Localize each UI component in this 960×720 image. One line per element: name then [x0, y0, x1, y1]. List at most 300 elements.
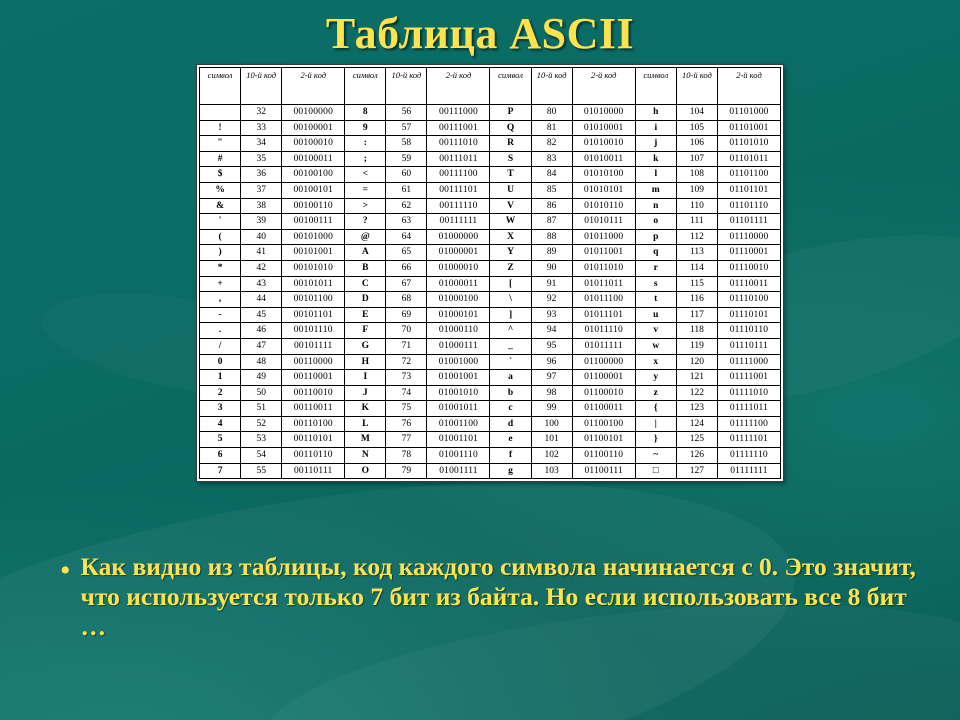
table-cell: 71 [386, 338, 427, 354]
table-cell: 38 [241, 198, 282, 214]
table-cell: 92 [531, 292, 572, 308]
table-cell: 01111100 [717, 416, 780, 432]
table-cell: 00110011 [282, 401, 345, 417]
table-cell: L [345, 416, 386, 432]
table-row [200, 229, 781, 245]
table-cell: 111 [676, 214, 717, 230]
table-cell: 39 [241, 214, 282, 230]
table-header-cell: символ [635, 68, 676, 105]
table-cell: 01010001 [572, 120, 635, 136]
table-cell: T [490, 167, 531, 183]
table-cell: 9 [345, 120, 386, 136]
table-cell: 01001111 [427, 463, 490, 479]
table-cell: - [200, 307, 241, 323]
table-cell: 75 [386, 401, 427, 417]
table-cell: 117 [676, 307, 717, 323]
table-cell: K [345, 401, 386, 417]
table-cell: 00110110 [282, 448, 345, 464]
table-cell: 1 [200, 370, 241, 386]
table-cell: 107 [676, 151, 717, 167]
table-cell: 69 [386, 307, 427, 323]
table-cell: 01100110 [572, 448, 635, 464]
table-cell: 66 [386, 260, 427, 276]
table-cell: 85 [531, 182, 572, 198]
table-cell: 00111100 [427, 167, 490, 183]
table-cell: 01011001 [572, 245, 635, 261]
table-cell: 119 [676, 338, 717, 354]
table-cell: 01011000 [572, 229, 635, 245]
table-cell: 33 [241, 120, 282, 136]
table-cell: 98 [531, 385, 572, 401]
table-row [200, 401, 781, 417]
table-row [200, 416, 781, 432]
table-cell: 4 [200, 416, 241, 432]
table-cell: 127 [676, 463, 717, 479]
table-row [200, 198, 781, 214]
table-row [200, 136, 781, 152]
table-cell: h [635, 105, 676, 121]
table-cell: 52 [241, 416, 282, 432]
table-cell: 01110111 [717, 338, 780, 354]
table-cell: 01001110 [427, 448, 490, 464]
table-cell: X [490, 229, 531, 245]
table-cell: 8 [345, 105, 386, 121]
table-header-cell: 10-й код [241, 68, 282, 105]
table-row [200, 120, 781, 136]
table-cell: w [635, 338, 676, 354]
table-cell: k [635, 151, 676, 167]
table-cell: 01000011 [427, 276, 490, 292]
table-header-cell: 2-й код [427, 68, 490, 105]
table-row [200, 214, 781, 230]
table-cell: * [200, 260, 241, 276]
table-cell: 37 [241, 182, 282, 198]
table-cell: / [200, 338, 241, 354]
table-cell: 53 [241, 432, 282, 448]
table-cell: g [490, 463, 531, 479]
table-cell: 58 [386, 136, 427, 152]
table-cell: 110 [676, 198, 717, 214]
table-cell: 67 [386, 276, 427, 292]
ascii-table-container [196, 64, 784, 482]
table-cell: p [635, 229, 676, 245]
bullet-marker: • [60, 554, 71, 587]
table-cell: Y [490, 245, 531, 261]
table-cell: 36 [241, 167, 282, 183]
ascii-table-body [200, 105, 781, 479]
table-cell: 01010111 [572, 214, 635, 230]
table-cell: 00111010 [427, 136, 490, 152]
table-cell: 01011101 [572, 307, 635, 323]
table-cell: 122 [676, 385, 717, 401]
table-cell: 00101011 [282, 276, 345, 292]
table-cell: 96 [531, 354, 572, 370]
table-cell: 84 [531, 167, 572, 183]
table-cell: 00110010 [282, 385, 345, 401]
table-cell: d [490, 416, 531, 432]
table-cell [200, 105, 241, 121]
table-cell: z [635, 385, 676, 401]
table-cell: 01010101 [572, 182, 635, 198]
table-cell: 01110000 [717, 229, 780, 245]
table-header-cell: 2-й код [282, 68, 345, 105]
table-cell: 01000000 [427, 229, 490, 245]
table-cell: 89 [531, 245, 572, 261]
table-cell: R [490, 136, 531, 152]
table-cell: 91 [531, 276, 572, 292]
table-cell: 01101001 [717, 120, 780, 136]
table-cell: & [200, 198, 241, 214]
table-cell: 00111110 [427, 198, 490, 214]
table-cell: 01010010 [572, 136, 635, 152]
table-cell: % [200, 182, 241, 198]
table-cell: 00111101 [427, 182, 490, 198]
table-cell: 43 [241, 276, 282, 292]
table-cell: 00100111 [282, 214, 345, 230]
table-cell: 01101101 [717, 182, 780, 198]
table-cell: 00100000 [282, 105, 345, 121]
table-cell: 82 [531, 136, 572, 152]
table-cell: 01110101 [717, 307, 780, 323]
bullet-paragraph [60, 552, 920, 642]
table-cell: 2 [200, 385, 241, 401]
table-header-cell: 2-й код [717, 68, 780, 105]
table-cell: 01110110 [717, 323, 780, 339]
table-cell: ? [345, 214, 386, 230]
table-cell: ~ [635, 448, 676, 464]
table-cell: 00101010 [282, 260, 345, 276]
table-row [200, 276, 781, 292]
table-cell: m [635, 182, 676, 198]
table-cell: H [345, 354, 386, 370]
table-cell: 7 [200, 463, 241, 479]
ascii-table-head [200, 68, 781, 105]
table-cell: q [635, 245, 676, 261]
table-cell: M [345, 432, 386, 448]
table-cell: 01010011 [572, 151, 635, 167]
table-cell: B [345, 260, 386, 276]
table-cell: 01101010 [717, 136, 780, 152]
table-row [200, 338, 781, 354]
table-cell: 01100010 [572, 385, 635, 401]
table-cell: 81 [531, 120, 572, 136]
table-cell: 01110011 [717, 276, 780, 292]
table-cell: 01111000 [717, 354, 780, 370]
table-cell: \ [490, 292, 531, 308]
table-cell: @ [345, 229, 386, 245]
table-cell: 90 [531, 260, 572, 276]
table-cell: 01000100 [427, 292, 490, 308]
table-cell: 01100111 [572, 463, 635, 479]
table-cell: 73 [386, 370, 427, 386]
table-cell: 01001100 [427, 416, 490, 432]
table-cell: i [635, 120, 676, 136]
table-cell: 104 [676, 105, 717, 121]
table-cell: 94 [531, 323, 572, 339]
table-cell: I [345, 370, 386, 386]
table-cell: 126 [676, 448, 717, 464]
table-cell: r [635, 260, 676, 276]
table-row [200, 463, 781, 479]
table-cell: A [345, 245, 386, 261]
table-cell: ( [200, 229, 241, 245]
table-cell: 01011010 [572, 260, 635, 276]
table-cell: , [200, 292, 241, 308]
table-cell: [ [490, 276, 531, 292]
table-cell: 46 [241, 323, 282, 339]
table-cell: 01010110 [572, 198, 635, 214]
table-cell: 54 [241, 448, 282, 464]
table-row [200, 245, 781, 261]
table-cell: 109 [676, 182, 717, 198]
table-cell: 01000101 [427, 307, 490, 323]
table-cell: 34 [241, 136, 282, 152]
table-header-cell: 2-й код [572, 68, 635, 105]
table-cell: 100 [531, 416, 572, 432]
table-cell: ] [490, 307, 531, 323]
table-cell: O [345, 463, 386, 479]
table-cell: 41 [241, 245, 282, 261]
table-cell: 01111111 [717, 463, 780, 479]
table-cell: ! [200, 120, 241, 136]
bullet-text: Как видно из таблицы, код каждого символа начинается с 0. Это значит, что используется только 7 бит из байта. Но если использовать все 8 бит … [80, 552, 916, 641]
table-cell: 40 [241, 229, 282, 245]
table-cell: 0 [200, 354, 241, 370]
table-cell: 01010000 [572, 105, 635, 121]
table-cell: 01110001 [717, 245, 780, 261]
table-cell: 01100011 [572, 401, 635, 417]
table-cell: 93 [531, 307, 572, 323]
table-cell: 65 [386, 245, 427, 261]
table-cell: ' [200, 214, 241, 230]
table-cell: e [490, 432, 531, 448]
table-cell: 00100101 [282, 182, 345, 198]
table-header-row [200, 68, 781, 105]
table-cell: G [345, 338, 386, 354]
table-cell: 00101101 [282, 307, 345, 323]
table-cell: 35 [241, 151, 282, 167]
table-cell: = [345, 182, 386, 198]
table-cell: 63 [386, 214, 427, 230]
table-cell: 68 [386, 292, 427, 308]
table-row [200, 151, 781, 167]
table-cell: c [490, 401, 531, 417]
table-cell: 00110000 [282, 354, 345, 370]
table-cell: 01111010 [717, 385, 780, 401]
table-cell: t [635, 292, 676, 308]
table-cell: J [345, 385, 386, 401]
table-cell: 01111001 [717, 370, 780, 386]
table-cell: 102 [531, 448, 572, 464]
table-cell: 00101000 [282, 229, 345, 245]
table-cell: 00100010 [282, 136, 345, 152]
table-cell: 00101110 [282, 323, 345, 339]
table-row [200, 354, 781, 370]
table-cell: N [345, 448, 386, 464]
table-cell: ^ [490, 323, 531, 339]
table-cell: 64 [386, 229, 427, 245]
table-cell: 01000110 [427, 323, 490, 339]
table-cell: 01110010 [717, 260, 780, 276]
table-cell: 3 [200, 401, 241, 417]
table-cell: l [635, 167, 676, 183]
table-cell: 01011111 [572, 338, 635, 354]
table-cell: V [490, 198, 531, 214]
table-cell: 113 [676, 245, 717, 261]
table-cell: s [635, 276, 676, 292]
table-cell: > [345, 198, 386, 214]
table-cell: 01010100 [572, 167, 635, 183]
table-cell: 103 [531, 463, 572, 479]
table-cell: 114 [676, 260, 717, 276]
table-cell: $ [200, 167, 241, 183]
table-header-cell: 10-й код [531, 68, 572, 105]
table-cell: 105 [676, 120, 717, 136]
table-cell: 01011100 [572, 292, 635, 308]
table-cell: E [345, 307, 386, 323]
table-cell: 108 [676, 167, 717, 183]
table-cell: 01110100 [717, 292, 780, 308]
table-cell: 00110001 [282, 370, 345, 386]
table-row [200, 105, 781, 121]
table-cell: 95 [531, 338, 572, 354]
table-cell: 00110100 [282, 416, 345, 432]
table-cell: 00100001 [282, 120, 345, 136]
table-cell: 86 [531, 198, 572, 214]
table-cell: D [345, 292, 386, 308]
table-cell: 00100011 [282, 151, 345, 167]
table-cell: 72 [386, 354, 427, 370]
table-cell: 32 [241, 105, 282, 121]
table-cell: 01000111 [427, 338, 490, 354]
table-cell: 51 [241, 401, 282, 417]
table-cell: 99 [531, 401, 572, 417]
table-row [200, 448, 781, 464]
table-cell: 01011011 [572, 276, 635, 292]
table-cell: 5 [200, 432, 241, 448]
table-row [200, 292, 781, 308]
table-header-cell: символ [490, 68, 531, 105]
table-cell: b [490, 385, 531, 401]
table-row [200, 260, 781, 276]
table-cell: < [345, 167, 386, 183]
table-cell: 00111011 [427, 151, 490, 167]
table-cell: 121 [676, 370, 717, 386]
table-row [200, 182, 781, 198]
table-cell: ) [200, 245, 241, 261]
table-cell: # [200, 151, 241, 167]
table-row [200, 385, 781, 401]
table-cell: 76 [386, 416, 427, 432]
table-cell: 80 [531, 105, 572, 121]
table-cell: j [635, 136, 676, 152]
table-cell: 00110111 [282, 463, 345, 479]
table-cell: 56 [386, 105, 427, 121]
table-cell: 44 [241, 292, 282, 308]
table-cell: 01100100 [572, 416, 635, 432]
table-cell: 01100000 [572, 354, 635, 370]
table-cell: 124 [676, 416, 717, 432]
table-cell: 78 [386, 448, 427, 464]
table-header-cell: 10-й код [386, 68, 427, 105]
table-cell: 74 [386, 385, 427, 401]
table-cell: : [345, 136, 386, 152]
table-cell: 61 [386, 182, 427, 198]
table-cell: 123 [676, 401, 717, 417]
table-cell: F [345, 323, 386, 339]
table-cell: 62 [386, 198, 427, 214]
table-row [200, 370, 781, 386]
table-cell: 00100110 [282, 198, 345, 214]
table-cell: 01101111 [717, 214, 780, 230]
table-cell: 55 [241, 463, 282, 479]
table-cell: 106 [676, 136, 717, 152]
table-cell: 00101001 [282, 245, 345, 261]
table-cell: □ [635, 463, 676, 479]
table-cell: 125 [676, 432, 717, 448]
table-cell: 01001010 [427, 385, 490, 401]
table-cell: v [635, 323, 676, 339]
table-cell: 01100001 [572, 370, 635, 386]
table-header-cell: символ [200, 68, 241, 105]
table-cell: x [635, 354, 676, 370]
table-cell: 120 [676, 354, 717, 370]
table-cell: + [200, 276, 241, 292]
table-cell: y [635, 370, 676, 386]
table-cell: 01100101 [572, 432, 635, 448]
table-cell: n [635, 198, 676, 214]
table-cell: 60 [386, 167, 427, 183]
table-cell: { [635, 401, 676, 417]
table-cell: Z [490, 260, 531, 276]
table-cell: 00101100 [282, 292, 345, 308]
slide-title: Таблица ASCII [325, 9, 635, 58]
table-cell: ` [490, 354, 531, 370]
table-cell: 01101100 [717, 167, 780, 183]
table-cell: 01101000 [717, 105, 780, 121]
table-cell: 45 [241, 307, 282, 323]
table-cell: 01101011 [717, 151, 780, 167]
table-cell: 87 [531, 214, 572, 230]
table-cell: 88 [531, 229, 572, 245]
table-header-cell: символ [345, 68, 386, 105]
table-cell: 101 [531, 432, 572, 448]
table-cell: 57 [386, 120, 427, 136]
table-cell: 50 [241, 385, 282, 401]
table-cell: 00111000 [427, 105, 490, 121]
table-cell: 97 [531, 370, 572, 386]
table-cell: 47 [241, 338, 282, 354]
table-row [200, 432, 781, 448]
table-cell: 00110101 [282, 432, 345, 448]
table-cell: ; [345, 151, 386, 167]
table-cell: . [200, 323, 241, 339]
table-cell: U [490, 182, 531, 198]
ascii-table [199, 67, 781, 479]
table-cell: 01001011 [427, 401, 490, 417]
table-cell: C [345, 276, 386, 292]
table-cell: _ [490, 338, 531, 354]
table-cell: S [490, 151, 531, 167]
table-cell: W [490, 214, 531, 230]
table-cell: " [200, 136, 241, 152]
table-cell: a [490, 370, 531, 386]
table-cell: 79 [386, 463, 427, 479]
table-cell: P [490, 105, 531, 121]
table-cell: 00111001 [427, 120, 490, 136]
table-cell: 01000001 [427, 245, 490, 261]
table-cell: 01111011 [717, 401, 780, 417]
